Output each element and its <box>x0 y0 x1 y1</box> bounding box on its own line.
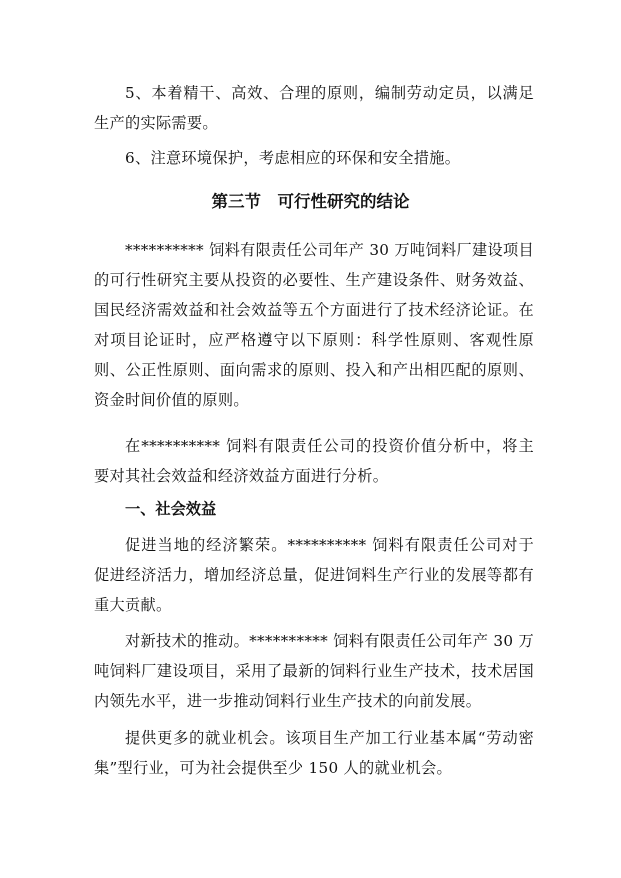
subheading-social-benefit: 一、社会效益 <box>125 500 217 518</box>
paragraph-technology: 对新技术的推动。********** 饲料有限责任公司年产 30 万吨饲料厂建设项目，采用了最新的饲料行业生产技术，技术居国内领先水平，进一步推动饲料行业生产技术的向前发展。 <box>94 632 534 710</box>
section-heading: 第三节 可行性研究的结论 <box>211 192 410 211</box>
paragraph-economy: 促进当地的经济繁荣。********** 饲料有限责任公司对于促进经济活力，增加经济总量，促进饲料生产行业的发展等都有重大贡献。 <box>94 536 534 614</box>
paragraph-item-5: 5、本着精干、高效、合理的原则，编制劳动定员，以满足生产的实际需要。 <box>94 84 534 132</box>
paragraph-analysis: 在********** 饲料有限责任公司的投资价值分析中，将主要对其社会效益和经济效益方面进行分析。 <box>94 437 534 485</box>
paragraph-item-6: 6、注意环境保护，考虑相应的环保和安全措施。 <box>125 149 461 167</box>
paragraph-employment: 提供更多的就业机会。该项目生产加工行业基本属“劳动密集”型行业，可为社会提供至少 150 人的就业机会。 <box>94 729 534 777</box>
paragraph-intro: ********** 饲料有限责任公司年产 30 万吨饲料厂建设项目的可行性研究主要从投资的必要性、生产建设条件、财务效益、国民经济需效益和社会效益等五个方面进行了技术经济论证。在对项目论证时，应严格遵守以下原则：科学性原则、客观性原则、公正性原则、面向需求的原则、投入和产出相匹配的原则、资金时间价值的原则。 <box>94 241 534 409</box>
